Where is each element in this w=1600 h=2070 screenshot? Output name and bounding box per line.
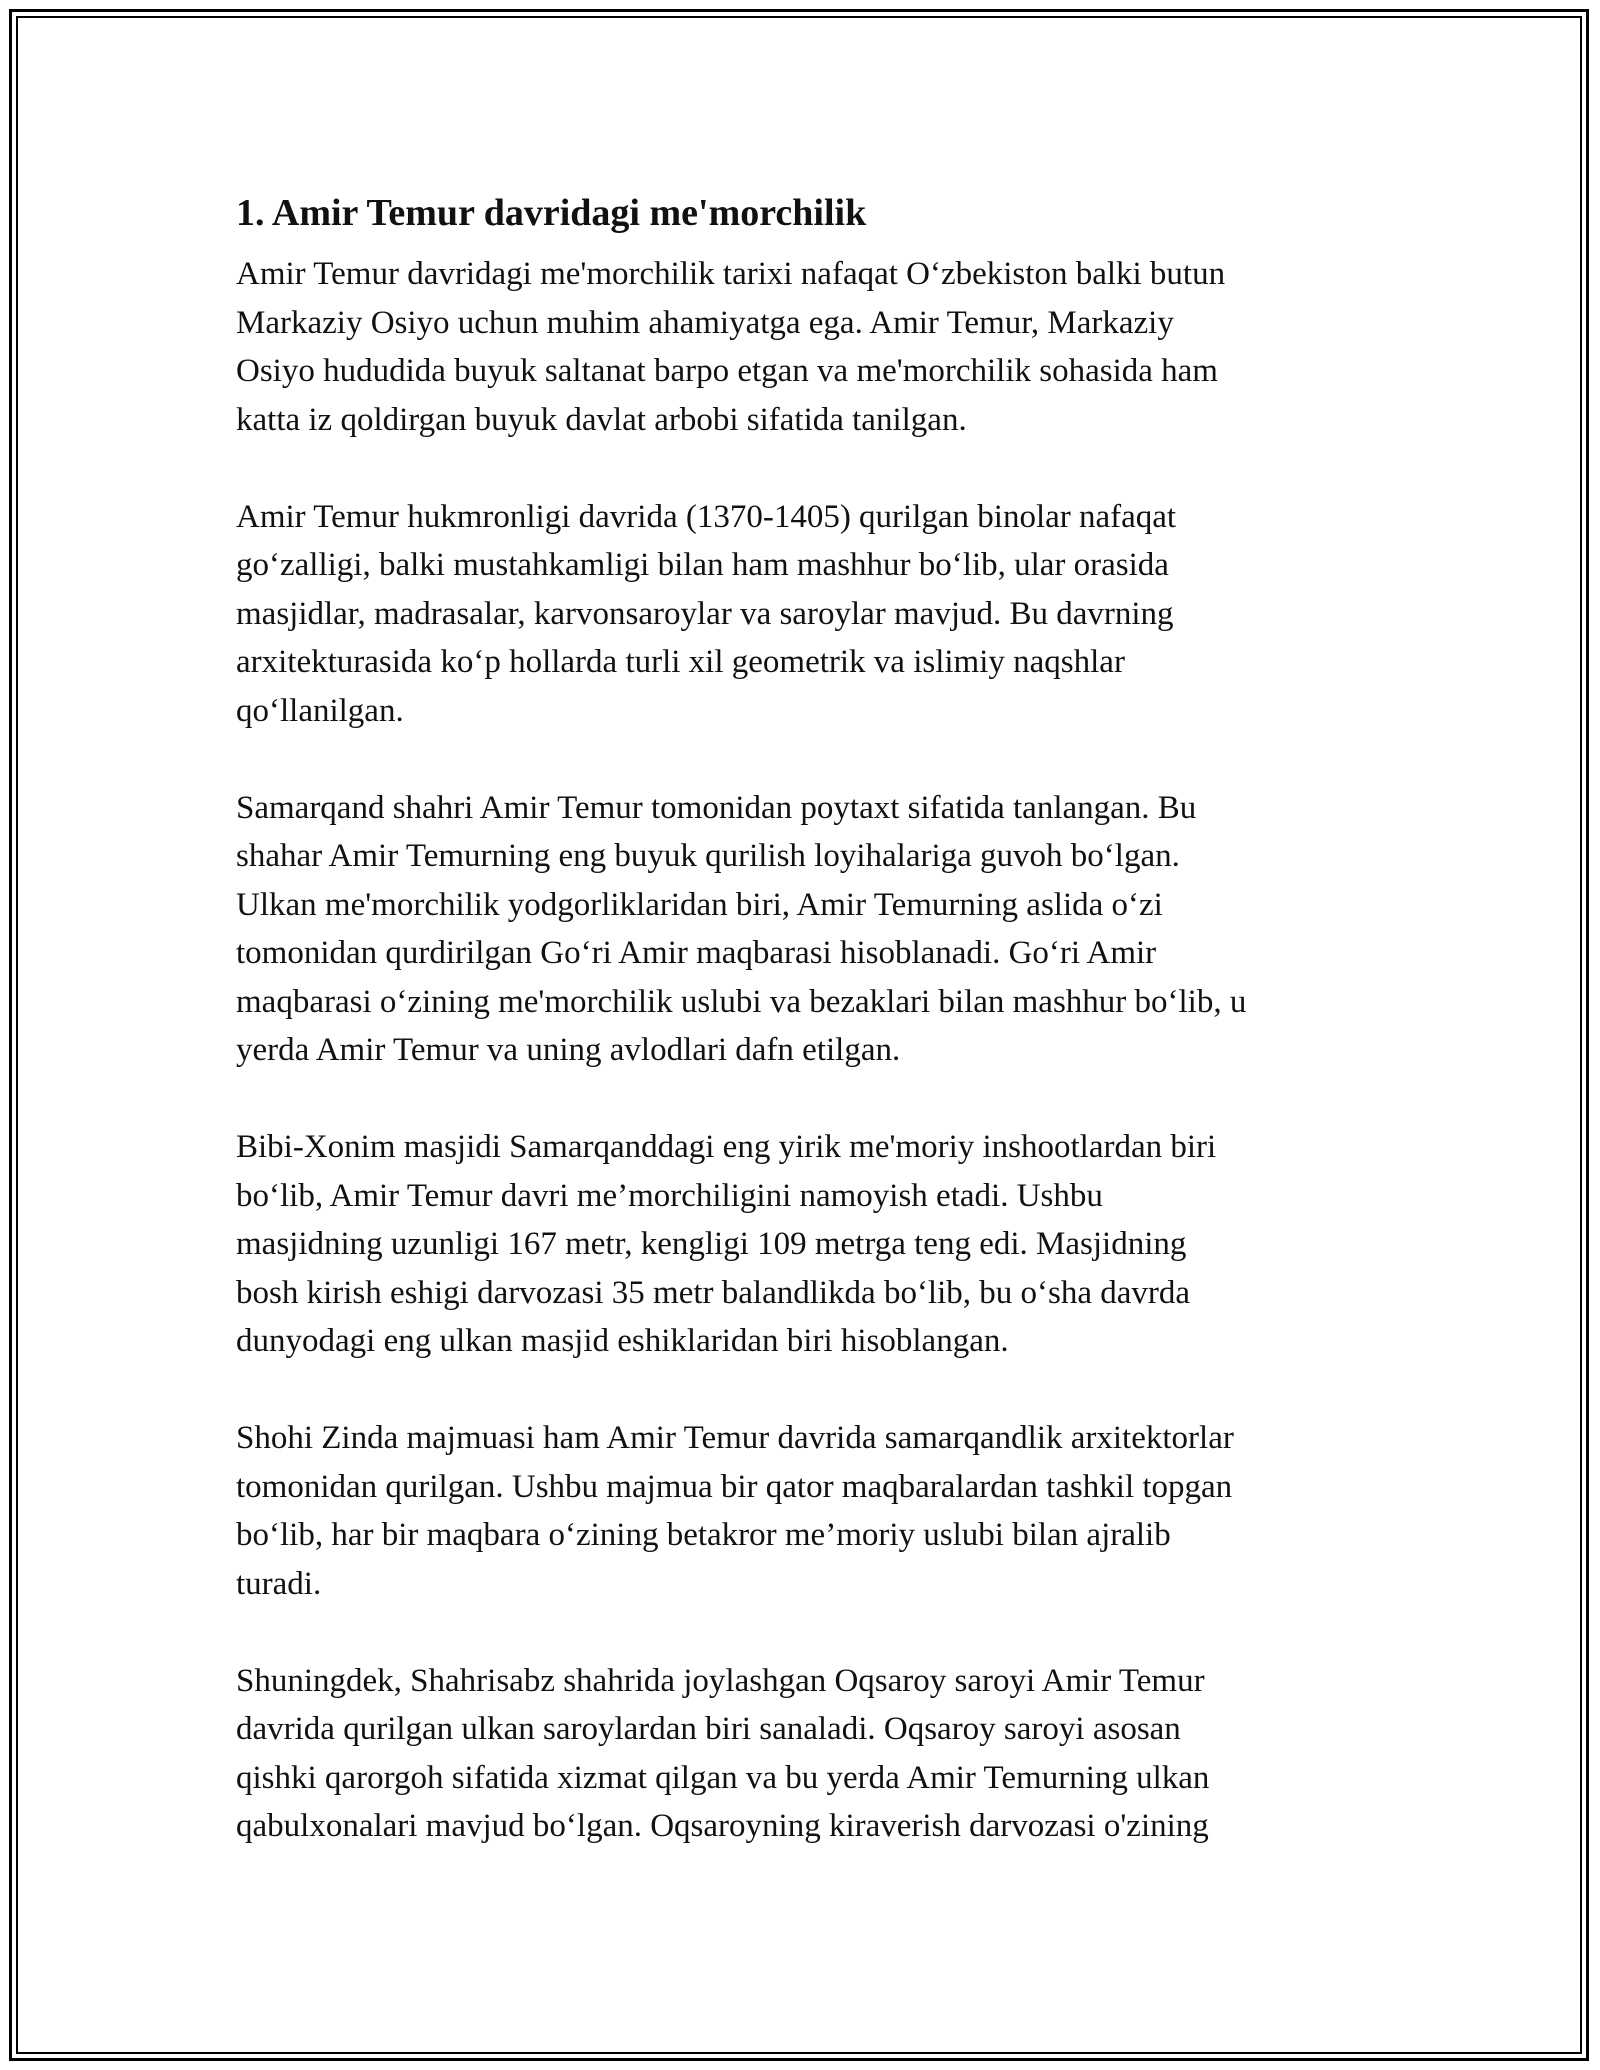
text-line: go‘zalligi, balki mustahkamligi bilan ham mashhur bo‘lib, ular orasida: [236, 547, 1169, 583]
text-line: bo‘lib, Amir Temur davri me’morchiligini namoyish etadi. Ushbu: [236, 1177, 1103, 1214]
text-line: yerda Amir Temur va uning avlodlari dafn etilgan.: [236, 1032, 901, 1068]
section-heading: 1. Amir Temur davridagi me'morchilik: [236, 192, 867, 234]
text-line: Bibi-Xonim masjidi Samarqanddagi eng yirik me'moriy inshootlardan biri: [236, 1129, 1217, 1165]
text-line: Markaziy Osiyo uchun muhim ahamiyatga ega. Amir Temur, Markaziy: [236, 304, 1174, 341]
paragraph-oqsaroy: [236, 1657, 1386, 1851]
text-line: davrida qurilgan ulkan saroylardan biri sanaladi. Oqsaroy saroyi asosan: [236, 1711, 1181, 1747]
text-line: masjidning uzunligi 167 metr, kengligi 109 metrga teng edi. Masjidning: [236, 1226, 1187, 1262]
paragraph-intro: [236, 250, 1386, 444]
text-line: Ulkan me'morchilik yodgorliklaridan biri, Amir Temurning aslida o‘zi: [236, 886, 1163, 923]
text-line: bosh kirish eshigi darvozasi 35 metr balandlikda bo‘lib, bu o‘sha davrda: [236, 1274, 1191, 1311]
text-line: qabulxonalari mavjud bo‘lgan. Oqsaroyning kiraverish darvozasi o'zining: [236, 1808, 1209, 1844]
text-line: Shuningdek, Shahrisabz shahrida joylashgan Oqsaroy saroyi Amir Temur: [236, 1662, 1205, 1699]
text-line: qo‘llanilgan.: [236, 692, 404, 729]
paragraph-reign: [236, 493, 1386, 736]
text-line: katta iz qoldirgan buyuk davlat arbobi sifatida tanilgan.: [236, 401, 967, 438]
text-line: tomonidan qurdirilgan Go‘ri Amir maqbarasi hisoblanadi. Go‘ri Amir: [236, 935, 1157, 971]
text-line: masjidlar, madrasalar, karvonsaroylar va saroylar mavjud. Bu davrning: [236, 595, 1174, 632]
text-line: maqbarasi o‘zining me'morchilik uslubi va bezaklari bilan mashhur bo‘lib, u: [236, 983, 1247, 1020]
text-line: shahar Amir Temurning eng buyuk qurilish loyihalariga guvoh bo‘lgan.: [236, 838, 1180, 874]
text-line: Amir Temur hukmronligi davrida (1370-1405) qurilgan binolar nafaqat: [236, 498, 1177, 535]
text-line: Osiyo hududida buyuk saltanat barpo etgan va me'morchilik sohasida ham: [236, 353, 1218, 389]
paragraph-shohi-zinda: [236, 1414, 1386, 1608]
text-line: bo‘lib, har bir maqbara o‘zining betakror me’moriy uslubi bilan ajralib: [236, 1517, 1171, 1553]
paragraph-bibi-xonim: [236, 1123, 1386, 1366]
text-line: Amir Temur davridagi me'morchilik tarixi nafaqat O‘zbekiston balki butun: [236, 256, 1226, 292]
text-line: tomonidan qurilgan. Ushbu majmua bir qator maqbaralardan tashkil topgan: [236, 1468, 1233, 1505]
paragraph-samarqand: [236, 784, 1386, 1075]
text-line: arxitekturasida ko‘p hollarda turli xil geometrik va islimiy naqshlar: [236, 644, 1125, 680]
document-body: [236, 183, 1386, 1851]
text-line: Shohi Zinda majmuasi ham Amir Temur davrida samarqandlik arxitektorlar: [236, 1420, 1234, 1456]
text-line: dunyodagi eng ulkan masjid eshiklaridan biri hisoblangan.: [236, 1323, 1009, 1359]
text-line: qishki qarorgoh sifatida xizmat qilgan va bu yerda Amir Temurning ulkan: [236, 1759, 1210, 1796]
text-line: Samarqand shahri Amir Temur tomonidan poytaxt sifatida tanlangan. Bu: [236, 789, 1197, 826]
text-line: turadi.: [236, 1565, 322, 1602]
